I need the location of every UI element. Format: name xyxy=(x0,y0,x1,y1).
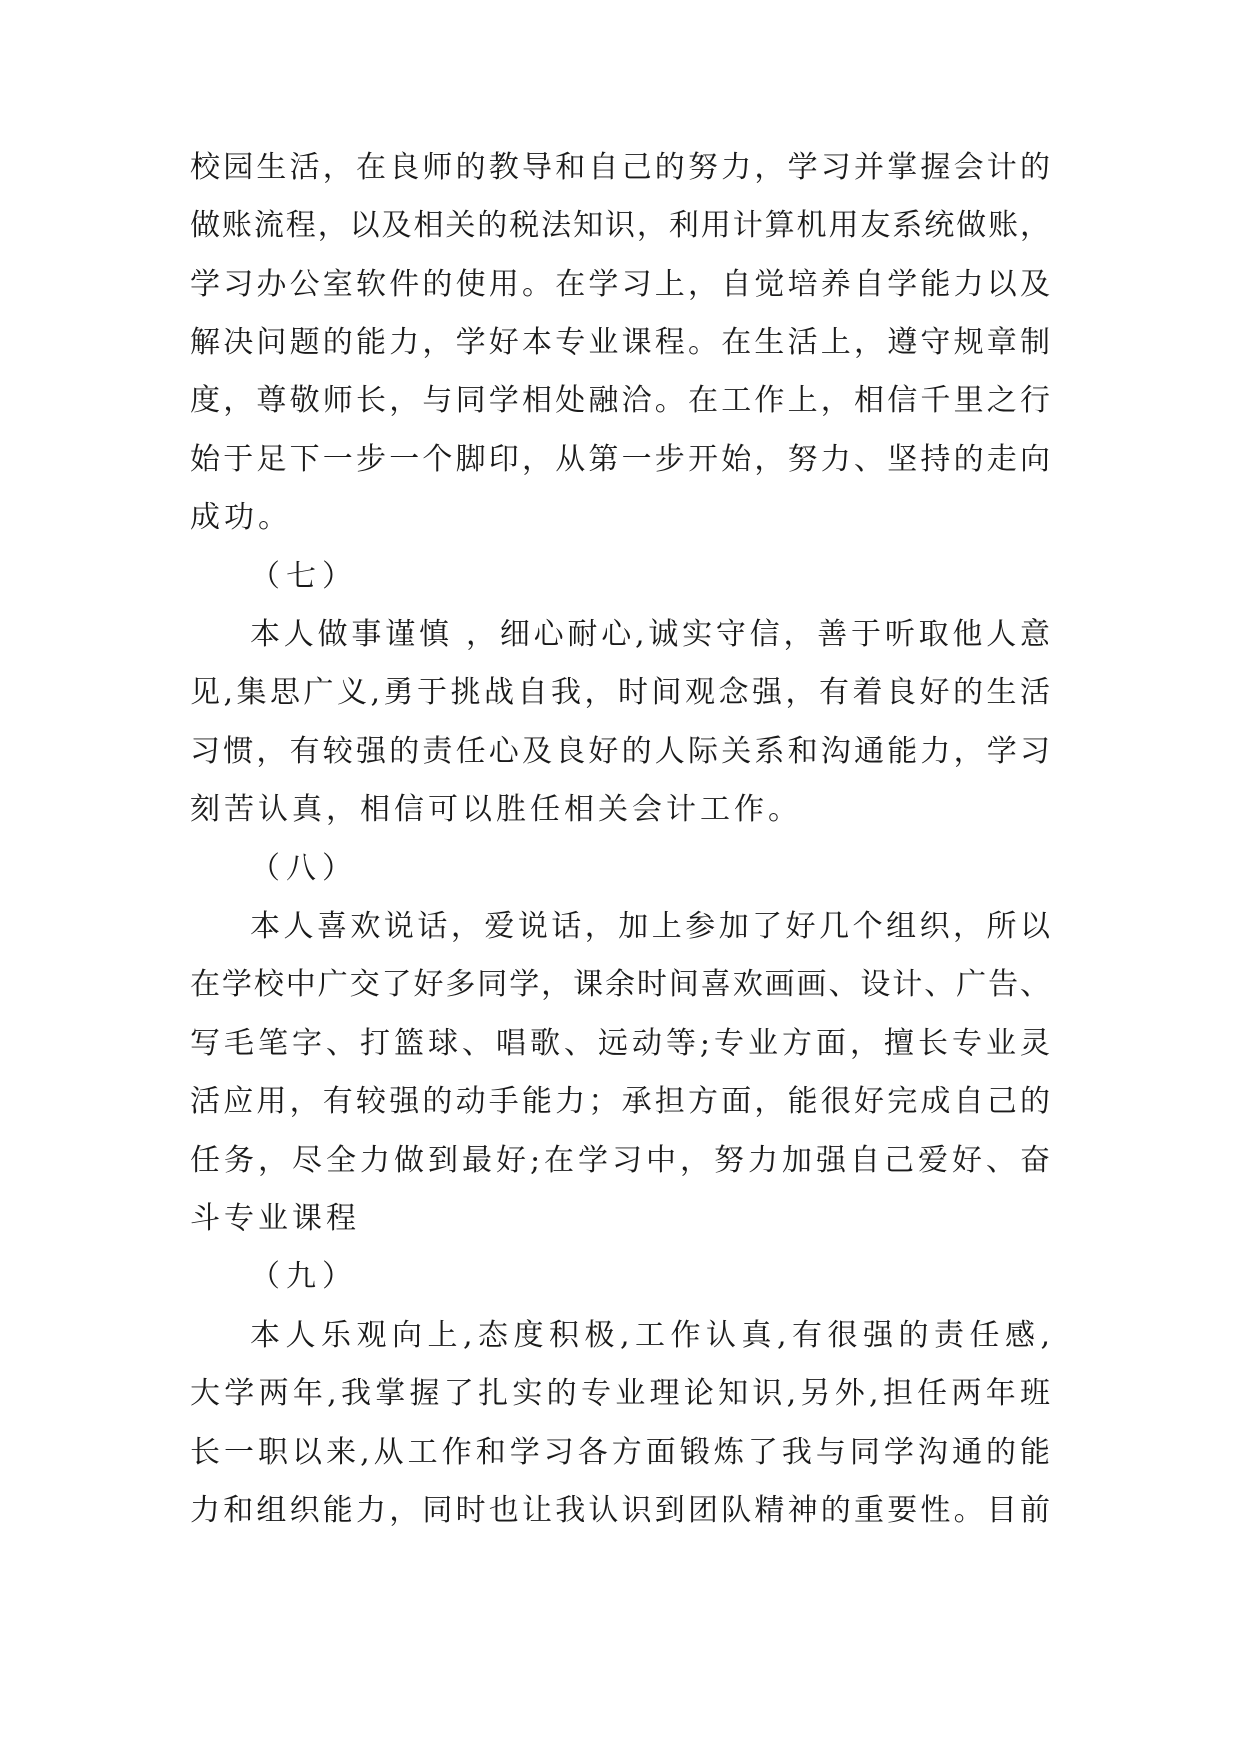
paragraph-line: 成功。 xyxy=(190,500,292,535)
paragraph-line: 斗专业课程 xyxy=(190,1201,360,1236)
paragraph-line: 学习办公室软件的使用。在学习上，自觉培养自学能力以及 xyxy=(190,267,1050,302)
paragraph-line: 见,集思广义,勇于挑战自我，时间观念强，有着良好的生活 xyxy=(190,675,1050,710)
paragraph-line: 本人乐观向上,态度积极,工作认真,有很强的责任感, xyxy=(250,1318,1050,1353)
paragraph-line: 校园生活，在良师的教导和自己的努力，学习并掌握会计的 xyxy=(190,150,1050,185)
paragraph-line: 写毛笔字、打篮球、唱歌、远动等;专业方面，擅长专业灵 xyxy=(190,1026,1050,1061)
paragraph-line: 本人喜欢说话，爱说话，加上参加了好几个组织，所以 xyxy=(250,909,1050,944)
paragraph-line: 做账流程，以及相关的税法知识，利用计算机用友系统做账， xyxy=(190,208,1050,243)
section-heading: （八） xyxy=(250,851,358,886)
paragraph-line: 活应用，有较强的动手能力；承担方面，能很好完成自己的 xyxy=(190,1084,1050,1119)
paragraph-line: 本人做事谨慎 ，细心耐心,诚实守信，善于听取他人意 xyxy=(250,617,1050,652)
paragraph-line: 度，尊敬师长，与同学相处融洽。在工作上，相信千里之行 xyxy=(190,383,1050,418)
section-heading: （九） xyxy=(250,1259,358,1294)
paragraph-line: 习惯，有较强的责任心及良好的人际关系和沟通能力，学习 xyxy=(190,734,1050,769)
paragraph-line: 始于足下一步一个脚印，从第一步开始，努力、坚持的走向 xyxy=(190,442,1050,477)
paragraph-line: 在学校中广交了好多同学，课余时间喜欢画画、设计、广告、 xyxy=(190,967,1050,1002)
paragraph-line: 任务，尽全力做到最好;在学习中，努力加强自己爱好、奋 xyxy=(190,1143,1050,1178)
paragraph-line: 解决问题的能力，学好本专业课程。在生活上，遵守规章制 xyxy=(190,325,1050,360)
paragraph-line: 刻苦认真，相信可以胜任相关会计工作。 xyxy=(190,792,802,827)
paragraph-line: 力和组织能力，同时也让我认识到团队精神的重要性。目前 xyxy=(190,1493,1050,1528)
paragraph-line: 大学两年,我掌握了扎实的专业理论知识,另外,担任两年班 xyxy=(190,1376,1050,1411)
paragraph-line: 长一职以来,从工作和学习各方面锻炼了我与同学沟通的能 xyxy=(190,1435,1050,1470)
section-heading: （七） xyxy=(250,559,358,594)
